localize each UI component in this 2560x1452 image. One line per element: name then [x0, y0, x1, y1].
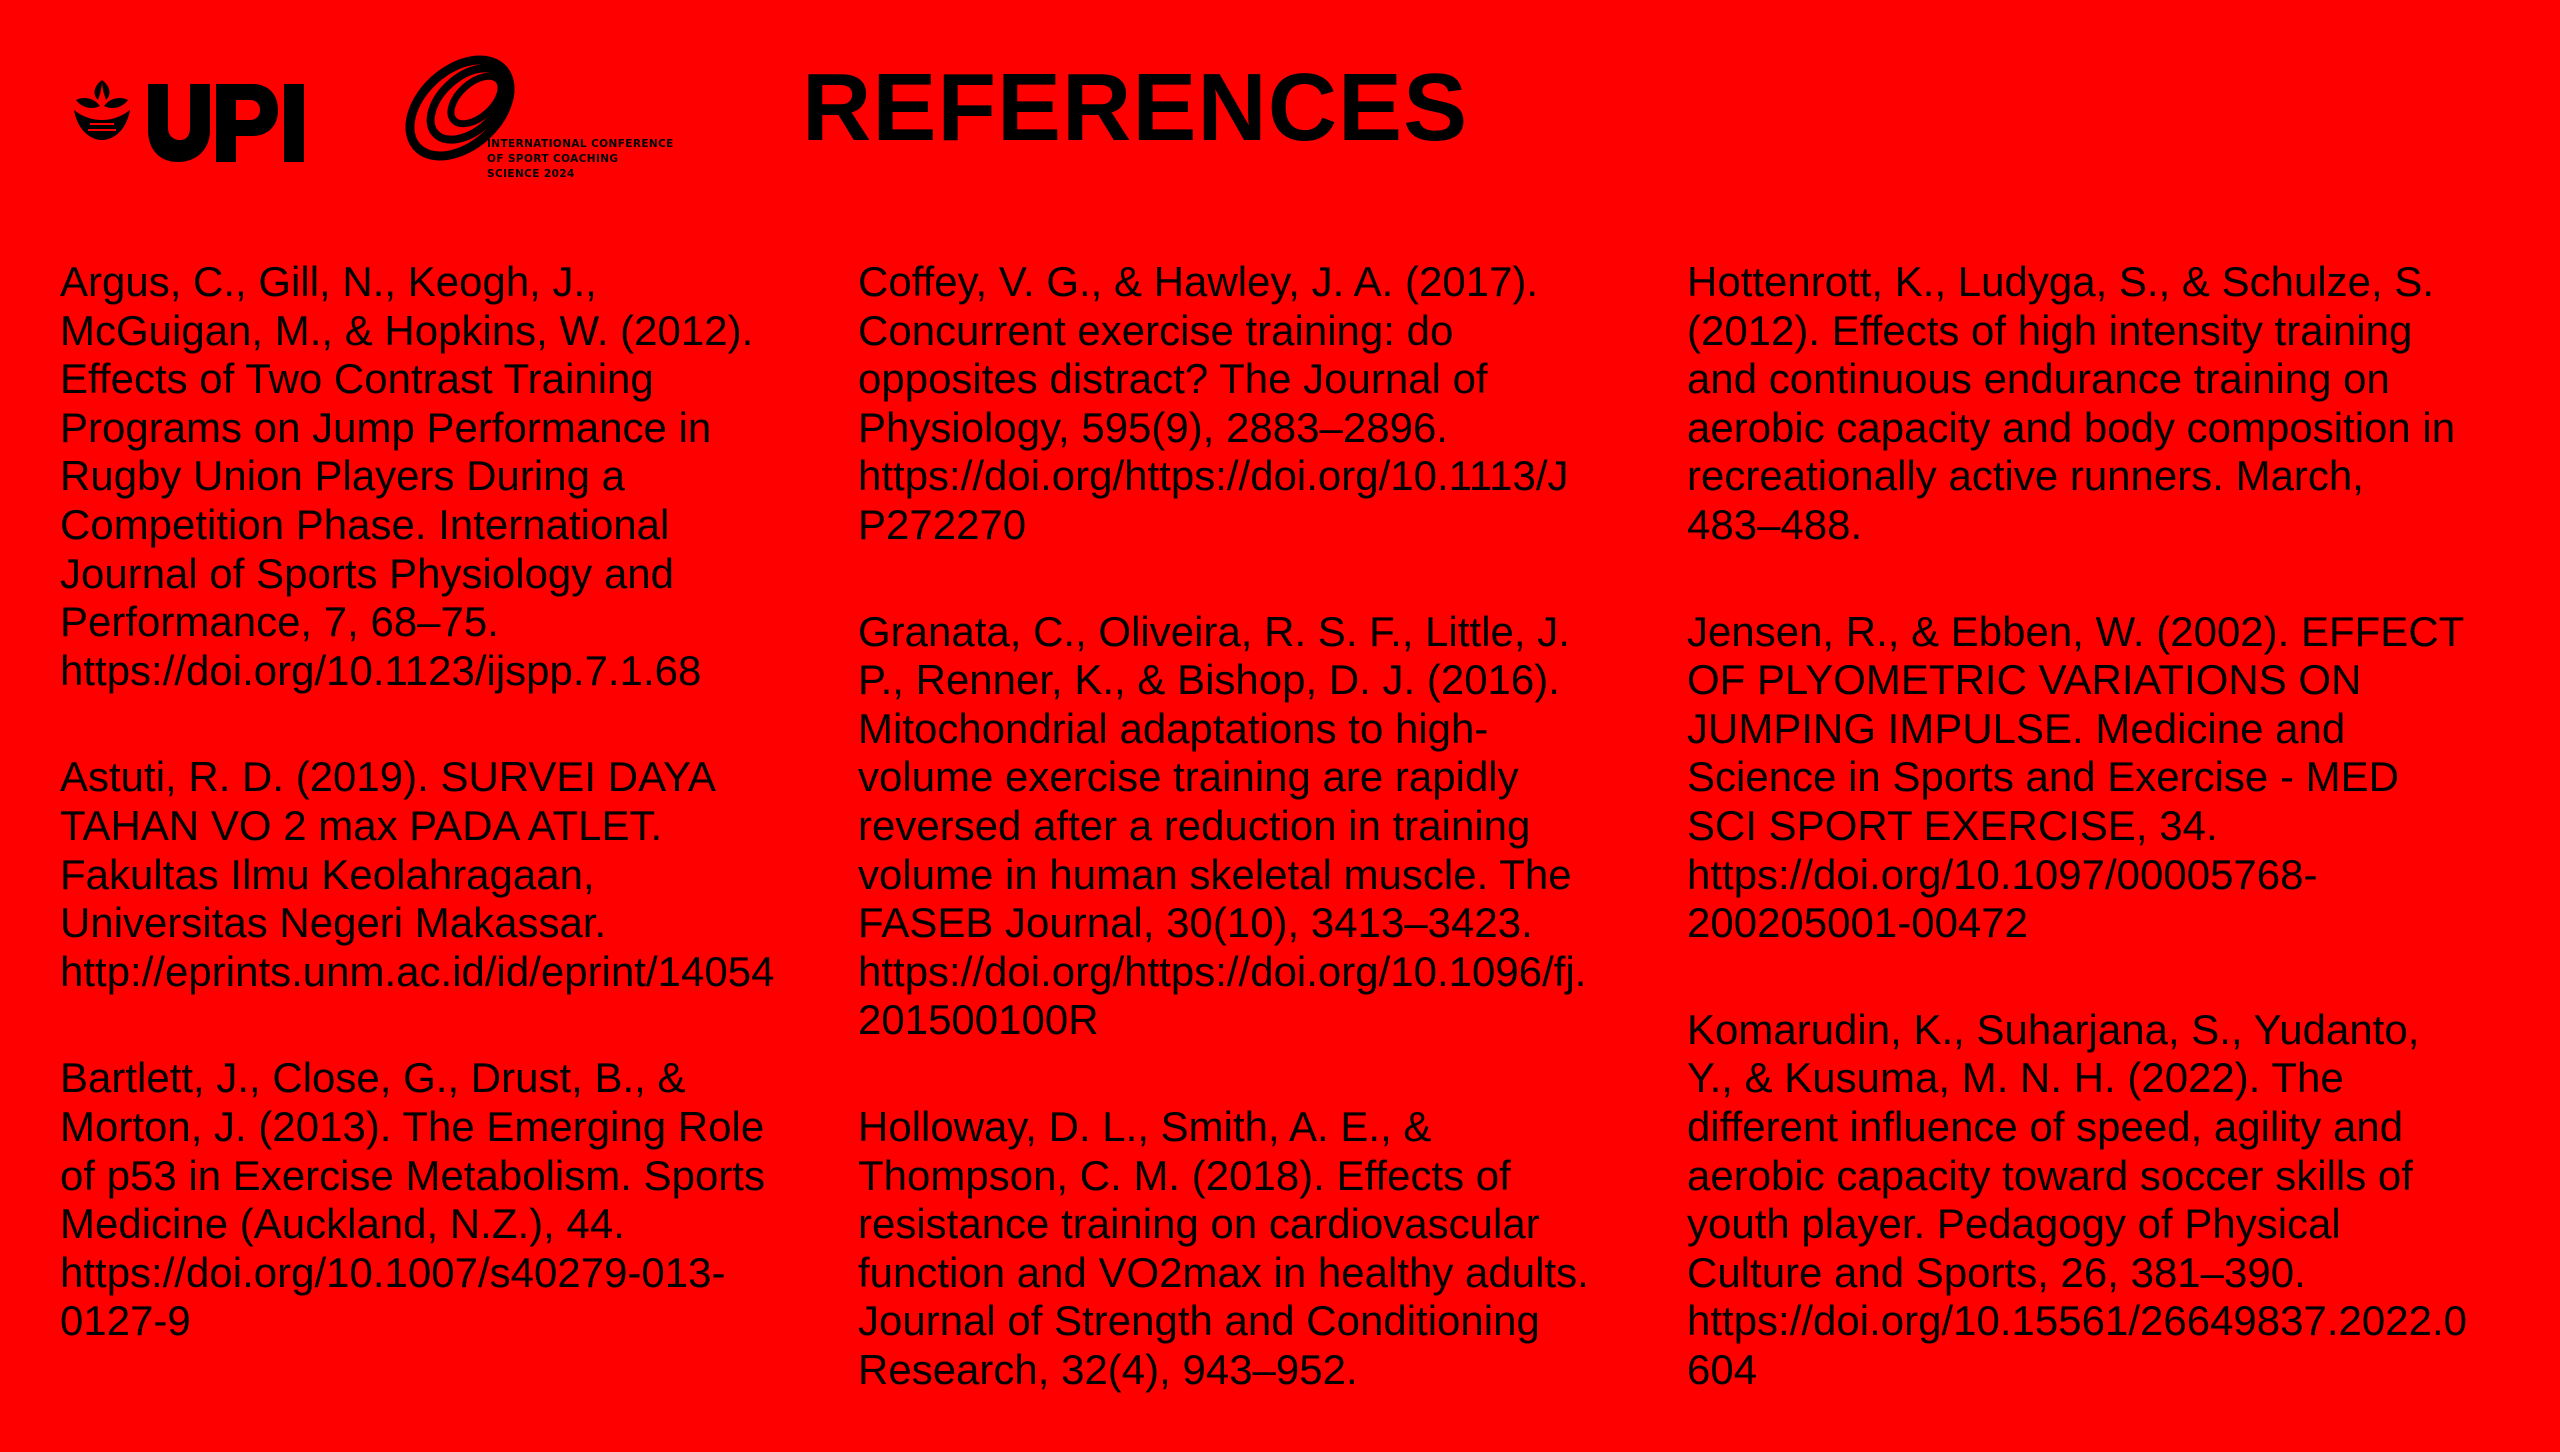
upi-letters: [148, 84, 304, 162]
reference-column-3: [1687, 258, 2537, 1452]
page-title: REFERENCES: [802, 54, 1469, 161]
reference-entry: Granata, C., Oliveira, R. S. F., Little, J. P., Renner, K., & Bishop, D. J. (2016). Mitochondrial adaptations to high- volume exercise training are rapidly reversed after a reduction in training volume in human skeletal muscle. The FASEB Journal, 30(10), 3413–3423. https://doi.org/https://doi.org/10.1096/fj. 201500100R: [858, 607, 1587, 1044]
reference-entry: Coffey, V. G., & Hawley, J. A. (2017). Concurrent exercise training: do opposites distract? The Journal of Physiology, 595(9), 2883–2896. https://doi.org/https://doi.org/10.1113/J P272270: [858, 258, 1569, 548]
reference-entry: Holloway, D. L., Smith, A. E., & Thompson, C. M. (2018). Effects of resistance training on cardiovascular function and VO2max in healthy adults. Journal of Strength and Conditioning Research, 32(4), 943–952.: [858, 1102, 1589, 1393]
conference-logo-line: OF SPORT COACHING: [487, 153, 619, 165]
reference-entry: Komarudin, K., Suharjana, S., Yudanto, Y., & Kusuma, M. N. H. (2022). The different influence of speed, agility and aerobic capacity toward soccer skills of youth player. Pedagogy of Physical Culture and Sports, 26, 381–390. https://doi.org/10.15561/26649837.2022.0 604: [1687, 1005, 2467, 1393]
reference-entry: Astuti, R. D. (2019). SURVEI DAYA TAHAN VO 2 max PADA ATLET. Fakultas Ilmu Keolahragaan, Universitas Negeri Makassar. http://eprints.unm.ac.id/id/eprint/14054: [60, 753, 775, 995]
reference-entry: Hottenrott, K., Ludyga, S., & Schulze, S. (2012). Effects of high intensity training and continuous endurance training on aerobic capacity and body composition in recreationally active runners. March, 483–488.: [1687, 258, 2456, 548]
conference-logo-line: SCIENCE 2024: [487, 168, 575, 180]
reference-column-1: [60, 258, 830, 1404]
reference-entry: Argus, C., Gill, N., Keogh, J., McGuigan, M., & Hopkins, W. (2012). Effects of Two Contrast Training Programs on Jump Performance in Rugby Union Players During a Competition Phase. International Journal of Sports Physiology and Performance, 7, 68–75. https://doi.org/10.1123/ijspp.7.1.68: [60, 258, 754, 694]
upi-logo: [70, 70, 310, 170]
upi-emblem-icon: [74, 80, 130, 140]
reference-entry: Jensen, R., & Ebben, W. (2002). EFFECT OF PLYOMETRIC VARIATIONS ON JUMPING IMPULSE. Medicine and Science in Sports and Exercise - MED SCI SPORT EXERCISE, 34. https://doi.org/10.1097/00005768- 200205001-00472: [1687, 607, 2465, 947]
conference-logo-line: INTERNATIONAL CONFERENCE: [487, 138, 674, 150]
reference-entry: Bartlett, J., Close, G., Drust, B., & Morton, J. (2013). The Emerging Role of p53 in Exercise Metabolism. Sports Medicine (Auckland, N.Z.), 44. https://doi.org/10.1007/s40279-013- 0127-9: [60, 1054, 765, 1345]
header: [0, 0, 2560, 230]
reference-column-2: [858, 258, 1648, 1452]
conference-logo-text: [487, 137, 717, 182]
